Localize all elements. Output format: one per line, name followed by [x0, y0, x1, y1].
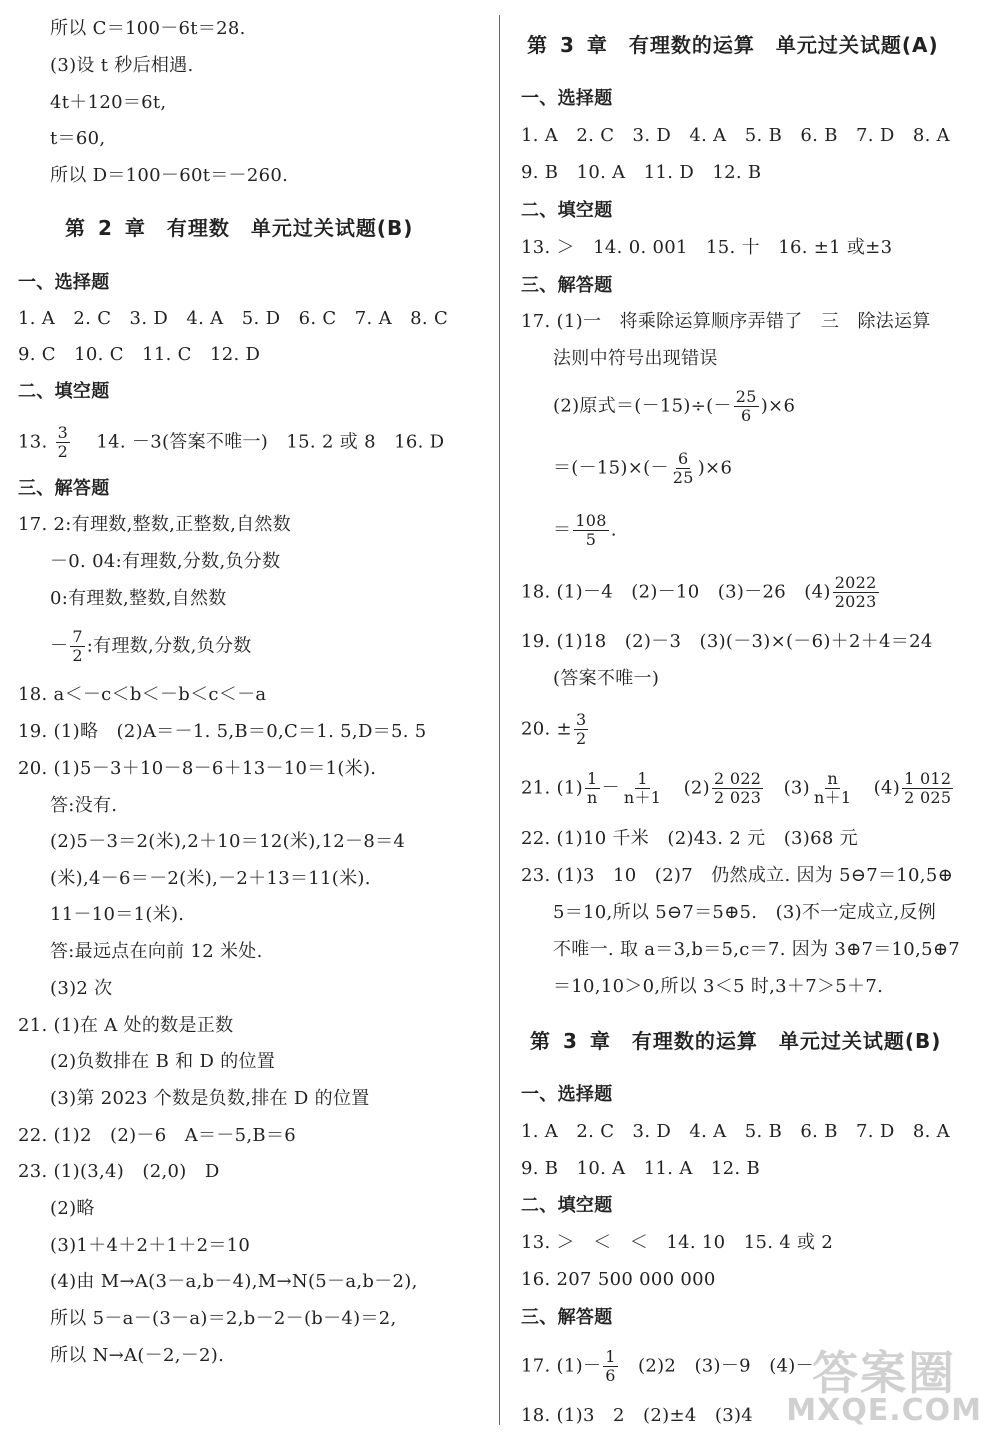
line: 19. (1)略 (2)A＝－1. 5,B＝0,C＝1. 5,D＝5. 5	[18, 721, 427, 742]
numerator: n	[827, 769, 838, 788]
fraction	[833, 574, 879, 611]
line: 答:没有.	[50, 795, 118, 816]
watermark	[786, 1346, 982, 1428]
text: :有理数,分数,负分数	[86, 635, 252, 657]
column-divider	[499, 15, 500, 1425]
line: 20. (1)5－3＋10－8－6＋13－10＝1(米).	[18, 758, 377, 779]
numerator: 108	[575, 511, 607, 530]
line: －0. 04:有理数,分数,负分数	[50, 551, 281, 572]
numerator: 3	[57, 423, 69, 442]
fraction	[734, 388, 759, 425]
fraction	[70, 628, 84, 665]
line	[50, 628, 252, 665]
line	[553, 450, 732, 487]
chapter-title: 第 2 章 有理数 单元过关试题(B)	[65, 216, 414, 240]
denominator: 5	[585, 530, 597, 549]
line: 所以 D＝100－60t＝－260.	[50, 165, 289, 186]
text: 14. －3(答案不唯一) 15. 2 或 8 16. D	[78, 431, 445, 453]
fraction	[603, 1348, 617, 1385]
line: (3)第 2023 个数是负数,排在 D 的位置	[50, 1088, 370, 1109]
denominator: 2	[575, 729, 587, 748]
section-heading: 一、选择题	[521, 1084, 613, 1105]
line: 13. ＞ 14. 0. 001 15. 十 16. ±1 或±3	[521, 237, 893, 258]
section-heading: 二、填空题	[521, 200, 613, 221]
numerator: 1	[637, 769, 648, 788]
text: (4)	[855, 777, 901, 799]
line: t＝60,	[50, 128, 106, 149]
line: 22. (1)2 (2)－6 A＝－5,B＝6	[18, 1125, 296, 1146]
text: 20. ±	[521, 718, 572, 740]
section-heading: 三、解答题	[18, 478, 110, 499]
numerator: 1 012	[904, 769, 952, 788]
denominator: n＋1	[623, 788, 662, 807]
numerator: 2 022	[713, 769, 762, 788]
fraction	[574, 711, 588, 748]
line: (3)2 次	[50, 978, 113, 999]
line: (3)设 t 秒后相遇.	[50, 55, 194, 76]
section-heading: 三、解答题	[521, 275, 613, 296]
section-heading: 二、填空题	[18, 381, 110, 402]
text: (2)原式＝(－15)÷(－	[553, 395, 732, 417]
chapter-title: 第 3 章 有理数的运算 单元过关试题(A)	[527, 33, 939, 57]
numerator: 1	[605, 1347, 616, 1366]
line: (米),4－6＝－2(米),－2＋13＝11(米).	[50, 868, 371, 889]
line: 1. A 2. C 3. D 4. A 5. B 6. B 7. D 8. A	[521, 1121, 950, 1142]
line: 11－10＝1(米).	[50, 904, 185, 925]
line: ＝10,10＞0,所以 3＜5 时,3＋7＞5＋7.	[553, 976, 884, 997]
text: 21. (1)	[521, 777, 583, 799]
denominator: 2023	[834, 592, 877, 611]
line: 9. C 10. C 11. C 12. D	[18, 344, 261, 365]
text: .	[610, 519, 617, 541]
line: (2)5－3＝2(米),2＋10＝12(米),12－8＝4	[50, 831, 406, 852]
text: (3)	[765, 777, 810, 799]
section-heading: 三、解答题	[521, 1307, 613, 1328]
numerator: 25	[735, 387, 757, 406]
line: 1. A 2. C 3. D 4. A 5. B 6. B 7. D 8. A	[521, 125, 950, 146]
line: 9. B 10. A 11. A 12. B	[521, 1158, 760, 1179]
line: 17. (1)一 将乘除运算顺序弄错了 三 除法运算	[521, 311, 931, 332]
line: (2)略	[50, 1198, 95, 1219]
line: 答:最远点在向前 12 米处.	[50, 941, 263, 962]
line: 法则中符号出现错误	[553, 348, 718, 369]
line: 19. (1)18 (2)－3 (3)(－3)×(－6)＋2＋4＝24	[521, 631, 933, 652]
line: 23. (1)3 10 (2)7 仍然成立. 因为 5⊖7＝10,5⊕	[521, 865, 953, 886]
watermark-top: 答案圈	[812, 1346, 957, 1400]
numerator: 7	[72, 627, 83, 646]
text: －	[601, 777, 620, 799]
fraction	[712, 770, 763, 807]
section-heading: 一、选择题	[521, 88, 613, 109]
line: 所以 5－a－(3－a)＝2,b－2－(b－4)＝2,	[50, 1308, 397, 1329]
text: )×6	[697, 457, 733, 479]
line: 4t＋120＝6t,	[50, 92, 167, 113]
text: ＝(－15)×(－	[553, 457, 669, 479]
line	[553, 512, 617, 549]
line	[521, 711, 590, 748]
fraction	[573, 512, 608, 549]
denominator: 2	[72, 646, 83, 665]
line: 16. 207 500 000 000	[521, 1269, 716, 1290]
line	[553, 388, 795, 425]
section-heading: 一、选择题	[18, 272, 110, 293]
line: 13. ＞ ＜ ＜ 14. 10 15. 4 或 2	[521, 1232, 834, 1253]
text: (2)2 (3)－9 (4)－	[619, 1355, 814, 1377]
text: 17. (1)－	[521, 1355, 602, 1377]
fraction	[622, 770, 663, 807]
fraction	[585, 770, 600, 807]
line: 所以 C＝100－6t＝28.	[50, 18, 246, 39]
section-heading: 二、填空题	[521, 1195, 613, 1216]
line: 所以 N→A(－2,－2).	[50, 1345, 225, 1366]
line: (4)由 M→A(3－a,b－4),M→N(5－a,b－2),	[50, 1271, 418, 1292]
fraction	[56, 424, 70, 461]
denominator: 25	[672, 468, 694, 487]
line	[521, 770, 955, 807]
line: 17. 2:有理数,整数,正整数,自然数	[18, 514, 292, 535]
denominator: n	[586, 788, 598, 807]
fraction	[671, 450, 696, 487]
denominator: n＋1	[813, 788, 852, 807]
denominator: 2 025	[904, 788, 952, 807]
line: (2)负数排在 B 和 D 的位置	[50, 1051, 276, 1072]
denominator: 6	[605, 1366, 616, 1385]
line	[18, 424, 444, 461]
line: 18. (1)3 2 (2)±4 (3)4	[521, 1405, 754, 1426]
line: 23. (1)(3,4) (2,0) D	[18, 1161, 220, 1182]
fraction	[902, 770, 953, 807]
line: 18. a＜－c＜b＜－b＜c＜－a	[18, 684, 267, 705]
line: (3)1＋4＋2＋1＋2＝10	[50, 1235, 251, 1256]
line	[521, 574, 881, 611]
line: 22. (1)10 千米 (2)43. 2 元 (3)68 元	[521, 828, 858, 849]
text: (2)	[665, 777, 710, 799]
text: ＝	[553, 519, 572, 541]
line: 5＝10,所以 5⊖7＝5⊕5. (3)不一定成立,反例	[553, 902, 937, 923]
line: 不唯一. 取 a＝3,b＝5,c＝7. 因为 3⊕7＝10,5⊕7	[553, 939, 960, 960]
chapter-title: 第 3 章 有理数的运算 单元过关试题(B)	[530, 1029, 942, 1053]
line: 9. B 10. A 11. D 12. B	[521, 162, 762, 183]
watermark-bottom: MXQE.COM	[786, 1393, 982, 1428]
line: 1. A 2. C 3. D 4. A 5. D 6. C 7. A 8. C	[18, 308, 449, 329]
numerator: 2022	[834, 573, 877, 592]
text: 18. (1)－4 (2)－10 (3)－26 (4)	[521, 581, 831, 603]
text: 13.	[18, 431, 48, 453]
text: －	[50, 635, 69, 657]
line: (答案不唯一)	[553, 668, 660, 689]
denominator: 6	[741, 406, 752, 425]
numerator: 1	[587, 769, 598, 788]
line	[521, 1348, 814, 1385]
denominator: 2	[57, 442, 69, 461]
numerator: 3	[575, 710, 587, 729]
fraction	[812, 770, 853, 807]
numerator: 6	[678, 449, 689, 468]
denominator: 2 023	[713, 788, 762, 807]
line: 0:有理数,整数,自然数	[50, 588, 227, 609]
text: )×6	[760, 395, 796, 417]
line: 21. (1)在 A 处的数是正数	[18, 1015, 234, 1036]
